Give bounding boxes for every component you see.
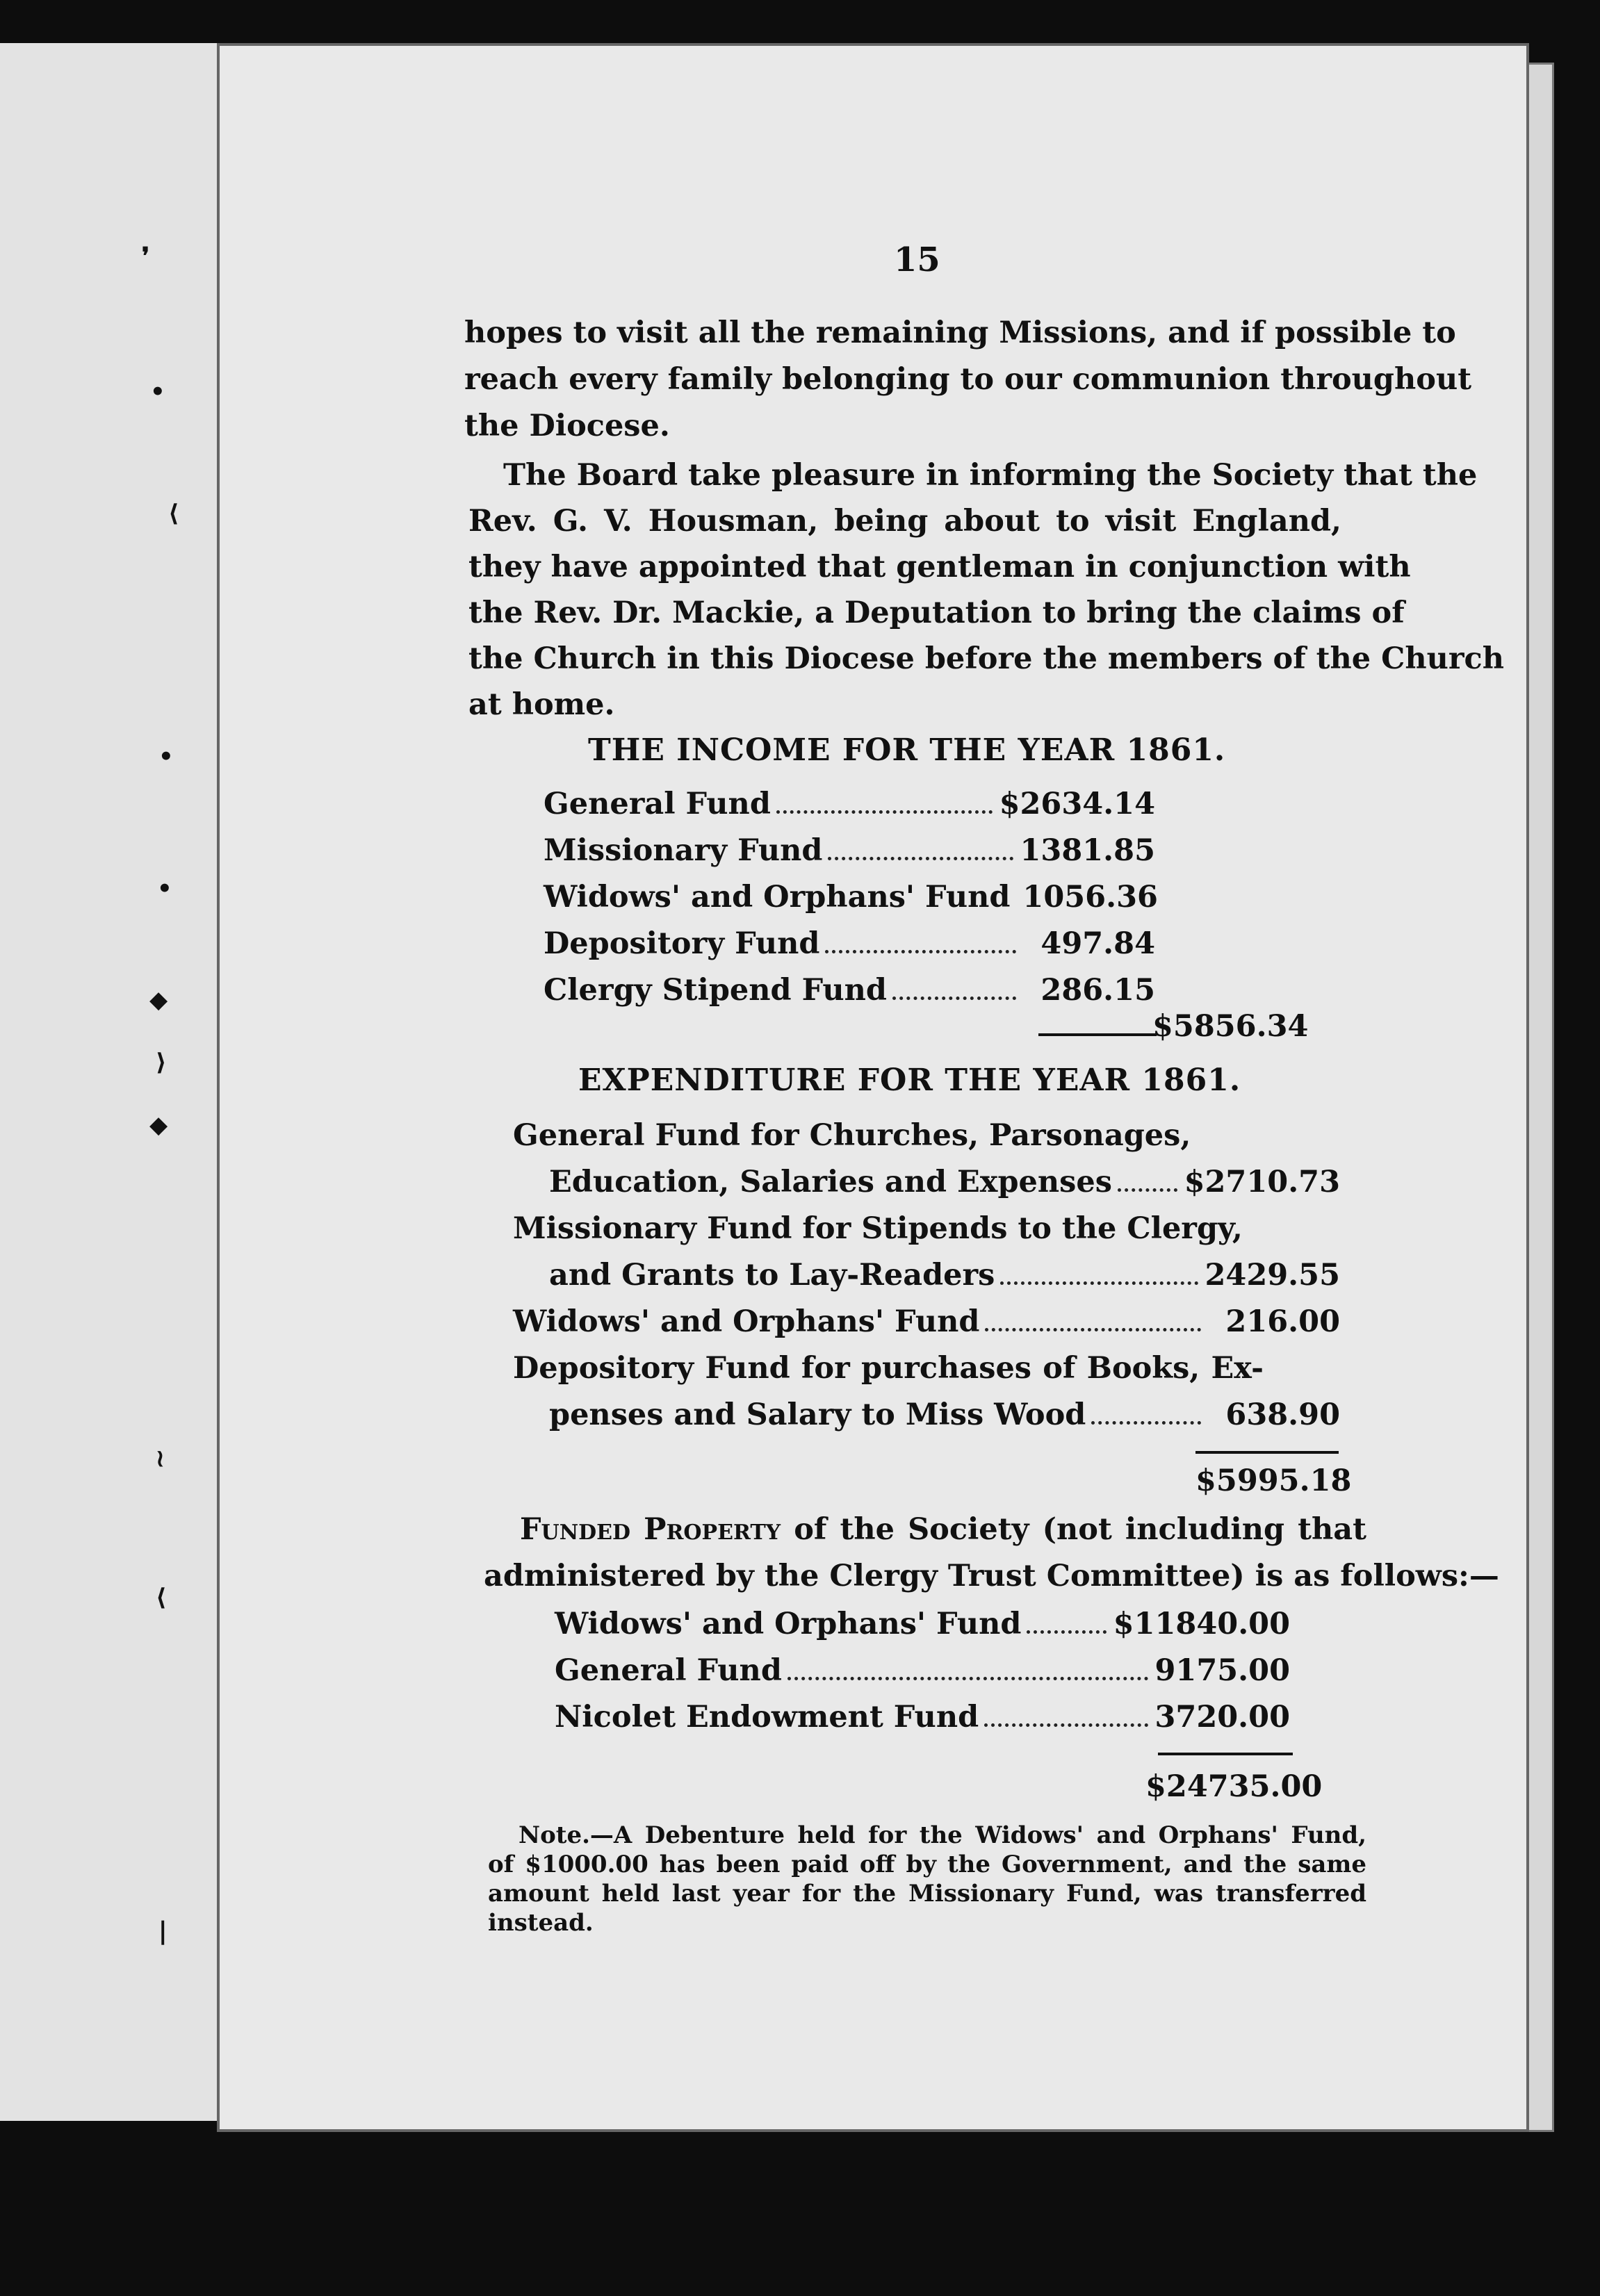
funded-label: Nicolet Endowment Fund	[555, 1700, 979, 1735]
expenditure-total: $5995.18	[1195, 1463, 1352, 1498]
left-binding-mark: •	[157, 875, 172, 903]
dot-leader	[1091, 1421, 1201, 1425]
funded-total: $24735.00	[1145, 1769, 1323, 1804]
left-binding-mark: ◆	[149, 986, 168, 1014]
income-label: General Fund	[544, 787, 771, 821]
expenditure-row	[549, 1258, 1340, 1293]
income-label: Depository Fund	[544, 926, 820, 961]
funded-amount: 3720.00	[1154, 1700, 1290, 1735]
income-total: $5856.34	[1152, 1009, 1309, 1044]
funded-property-lead: Funded Property	[520, 1512, 781, 1547]
expenditure-amount: $2710.73	[1184, 1165, 1340, 1199]
expenditure-row	[513, 1304, 1340, 1339]
paragraph-line: Rev. G. V. Housman, being about to visit England,	[468, 504, 1341, 539]
funded-intro-line: administered by the Clergy Trust Committee) is as follows:—	[484, 1559, 1499, 1593]
funded-amount: $11840.00	[1113, 1607, 1290, 1641]
expenditure-amount: 2429.55	[1205, 1258, 1340, 1293]
expenditure-heading: EXPENDITURE FOR THE YEAR 1861.	[578, 1063, 1241, 1098]
funded-row	[555, 1653, 1290, 1688]
income-amount: 1381.85	[1020, 833, 1155, 868]
dot-leader	[825, 950, 1016, 953]
paragraph-line: the Rev. Dr. Mackie, a Deputation to bring the claims of	[468, 596, 1405, 630]
expenditure-label: and Grants to Lay-Readers	[549, 1258, 995, 1293]
expenditure-amount: 216.00	[1225, 1304, 1340, 1339]
income-row	[544, 973, 1155, 1008]
opening-line: the Diocese.	[464, 409, 670, 443]
funded-label: General Fund	[555, 1653, 782, 1688]
note-line: instead.	[488, 1909, 594, 1937]
left-binding-mark: ≀	[156, 1445, 165, 1473]
expenditure-label: Widows' and Orphans' Fund	[513, 1304, 980, 1339]
funded-total-rule	[1158, 1753, 1293, 1755]
income-row	[544, 833, 1155, 868]
paragraph-line: The Board take pleasure in informing the Society that the	[503, 458, 1478, 493]
income-amount: $2634.14	[999, 787, 1155, 821]
dot-leader	[1000, 1281, 1198, 1285]
funded-row	[555, 1607, 1290, 1641]
note-line: of $1000.00 has been paid off by the Government, and the same	[488, 1851, 1366, 1878]
funded-intro-line	[520, 1512, 1366, 1547]
note-line: Note.—A Debenture held for the Widows' and Orphans' Fund,	[519, 1821, 1366, 1849]
expenditure-line: General Fund for Churches, Parsonages,	[513, 1118, 1191, 1153]
income-total-rule	[1038, 1033, 1157, 1036]
dot-leader	[1118, 1188, 1177, 1192]
opening-line: hopes to visit all the remaining Missions, and if possible to	[464, 315, 1456, 350]
dot-leader	[985, 1328, 1201, 1331]
income-amount: 286.15	[1040, 973, 1155, 1008]
paragraph-line: the Church in this Diocese before the members of the Church	[468, 641, 1504, 676]
expenditure-line: Depository Fund for purchases of Books, Ex-	[513, 1351, 1264, 1386]
income-label: Widows' and Orphans' Fund	[544, 880, 1011, 915]
expenditure-label: Education, Salaries and Expenses	[549, 1165, 1112, 1199]
left-binding-mark: •	[150, 378, 165, 406]
left-binding-mark: ❘	[153, 1917, 173, 1945]
income-row	[544, 787, 1155, 821]
expenditure-total-rule	[1195, 1451, 1339, 1454]
dot-leader	[776, 810, 993, 814]
funded-label: Widows' and Orphans' Fund	[555, 1607, 1022, 1641]
income-amount: 497.84	[1040, 926, 1155, 961]
income-label: Missionary Fund	[544, 833, 823, 868]
left-binding-mark: ⟨	[168, 500, 179, 527]
dot-leader	[892, 997, 1016, 1000]
left-binding-mark: ⟨	[156, 1584, 167, 1612]
book-page	[217, 43, 1529, 2132]
income-amount: 1056.36	[1022, 880, 1158, 915]
paragraph-line: at home.	[468, 687, 615, 722]
income-label: Clergy Stipend Fund	[544, 973, 887, 1008]
funded-intro-rest: of the Society (not including that	[781, 1512, 1366, 1547]
page-number: 15	[894, 240, 940, 279]
expenditure-row	[549, 1165, 1340, 1199]
expenditure-line: Missionary Fund for Stipends to the Clergy,	[513, 1211, 1243, 1246]
dot-leader	[1027, 1630, 1106, 1634]
dot-leader	[828, 857, 1013, 860]
note-line: amount held last year for the Missionary Fund, was transferred	[488, 1880, 1366, 1908]
expenditure-row	[549, 1397, 1340, 1432]
funded-row	[555, 1700, 1290, 1735]
expenditure-amount: 638.90	[1225, 1397, 1340, 1432]
left-binding-mark: •	[158, 743, 174, 771]
dot-leader	[787, 1677, 1148, 1680]
paragraph-line: they have appointed that gentleman in conjunction with	[468, 550, 1411, 584]
left-binding-mark: ◆	[149, 1111, 168, 1139]
income-row	[544, 880, 1158, 915]
funded-amount: 9175.00	[1154, 1653, 1290, 1688]
income-row	[544, 926, 1155, 961]
opening-line: reach every family belonging to our communion throughout	[464, 362, 1472, 397]
income-heading: THE INCOME FOR THE YEAR 1861.	[588, 732, 1226, 768]
expenditure-label: penses and Salary to Miss Wood	[549, 1397, 1086, 1432]
left-binding-mark: ⟩	[156, 1049, 167, 1076]
dot-leader	[984, 1723, 1148, 1727]
left-binding-mark: ❜	[142, 243, 149, 270]
left-page-margin	[0, 43, 221, 2121]
